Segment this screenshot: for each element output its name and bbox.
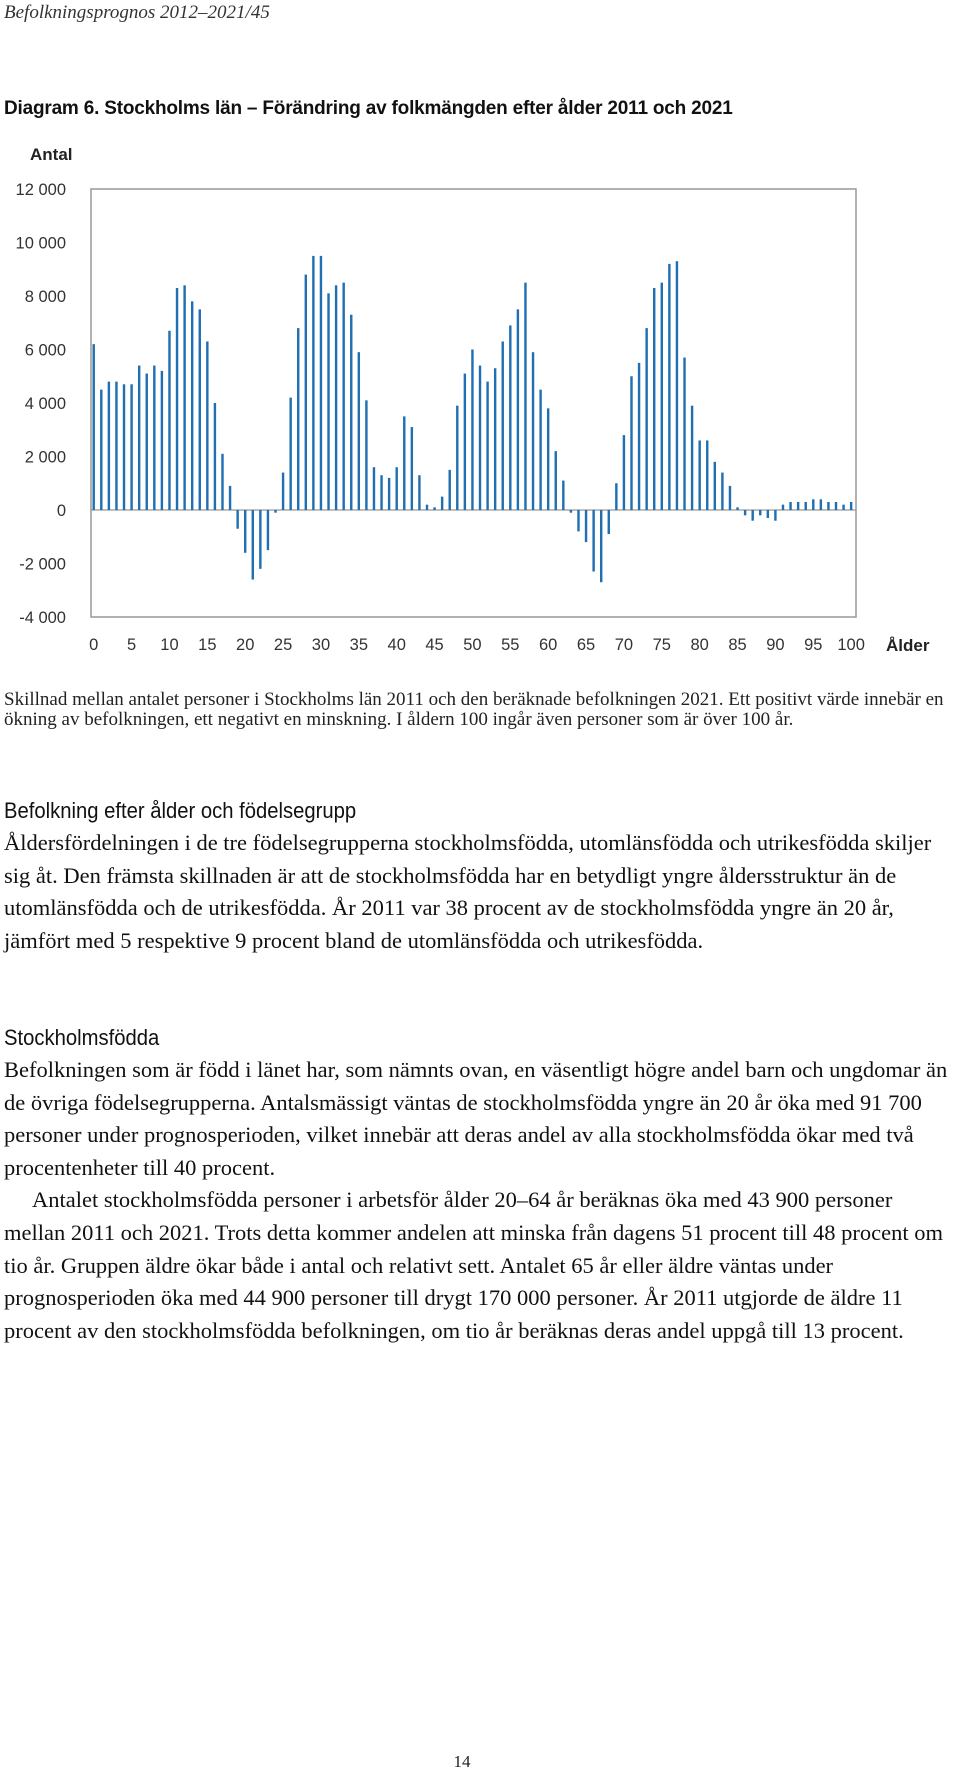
- figure-caption: Skillnad mellan antalet personer i Stockholms län 2011 och den beräknade befolkningen 2021. Ett positivt värde innebär en ökning av befolkningen, ett negativt en minskning. I åldern 100 ingår även personer som är över 100 år.: [4, 689, 944, 730]
- bar-age-75: [661, 283, 663, 510]
- bar-age-14: [199, 309, 201, 510]
- x-tick-label: 100: [837, 636, 865, 654]
- bar-age-85: [736, 507, 738, 510]
- bar-age-39: [388, 478, 390, 510]
- bar-age-87: [751, 510, 753, 521]
- bar-age-84: [729, 486, 731, 510]
- bar-age-34: [350, 315, 352, 510]
- bar-age-68: [608, 510, 610, 534]
- bar-age-0: [93, 344, 95, 510]
- bar-age-63: [570, 510, 572, 513]
- bar-age-19: [236, 510, 238, 529]
- population-change-chart: [0, 130, 960, 670]
- y-tick-label: 4 000: [24, 395, 66, 413]
- x-tick-label: 65: [576, 636, 596, 654]
- bar-age-62: [562, 481, 564, 510]
- bar-age-99: [842, 505, 844, 510]
- bar-age-88: [759, 510, 761, 515]
- bar-age-81: [706, 440, 708, 510]
- bar-age-54: [502, 341, 504, 510]
- bar-age-93: [797, 502, 799, 510]
- x-tick-label: 75: [652, 636, 671, 654]
- x-tick-label: 40: [387, 636, 406, 654]
- bar-age-77: [676, 261, 678, 510]
- bar-age-37: [373, 467, 375, 510]
- bar-age-31: [327, 293, 329, 510]
- bar-age-42: [411, 427, 413, 510]
- bar-age-97: [827, 502, 829, 510]
- bar-age-4: [123, 384, 125, 510]
- bar-age-32: [335, 285, 337, 510]
- bar-age-13: [191, 301, 193, 510]
- y-tick-label: 8 000: [24, 288, 66, 306]
- bar-age-27: [297, 328, 299, 510]
- x-tick-label: 15: [198, 636, 217, 654]
- y-tick-label: 0: [56, 502, 66, 520]
- bar-age-30: [320, 256, 322, 510]
- paragraph: Befolkningen som är född i länet har, som nämnts ovan, en väsentligt högre andel barn och ungdomar än de övriga födelsegrupperna. Antalsmässigt väntas de stockholmsfödda yngre än 20 år öka med 91 700 personer under prognosperioden, vilket innebär att deras andel av alla stockholmsfödda ökar med två procentenheter till 40 procent.: [4, 1057, 948, 1180]
- bar-age-74: [653, 288, 655, 510]
- bar-age-67: [600, 510, 602, 582]
- bar-age-96: [820, 499, 822, 510]
- bar-age-53: [494, 368, 496, 510]
- running-header: Befolkningsprognos 2012–2021/45: [4, 2, 270, 23]
- bar-age-23: [267, 510, 269, 550]
- x-tick-label: 85: [728, 636, 747, 654]
- bar-age-94: [805, 502, 807, 510]
- bar-age-86: [744, 510, 746, 515]
- bar-age-73: [645, 328, 647, 510]
- bar-age-44: [426, 505, 428, 510]
- bar-age-59: [539, 390, 541, 510]
- bar-age-5: [130, 384, 132, 510]
- bar-age-15: [206, 341, 208, 510]
- section-body-age-birth-group: [4, 827, 954, 957]
- section-heading-stockholm-born: Stockholmsfödda: [4, 1025, 160, 1050]
- page-number: 14: [453, 1752, 471, 1771]
- bar-age-28: [305, 275, 307, 510]
- bar-age-41: [403, 416, 405, 510]
- bar-age-29: [312, 256, 314, 510]
- bar-age-50: [471, 350, 473, 511]
- x-tick-label: 70: [614, 636, 634, 654]
- bar-age-18: [229, 486, 231, 510]
- bar-age-80: [698, 440, 700, 510]
- x-tick-label: 80: [690, 636, 709, 654]
- bar-age-43: [418, 475, 420, 510]
- bar-age-78: [683, 358, 685, 510]
- paragraph: Åldersfördelningen i de tre födelsegrupperna stockholmsfödda, utomlänsfödda och utrikesfödda skiljer sig åt. Den främsta skillnaden är att de stockholmsfödda har en betydligt yngre åldersstruktur än de utomlänsfödda och de utrikesfödda. År 2011 var 38 procent av de stockholmsfödda yngre än 20 år, jämfört med 5 respektive 9 procent bland de utomlänsfödda och utrikesfödda.: [4, 830, 932, 953]
- bar-age-17: [221, 454, 223, 510]
- x-tick-label: 5: [127, 636, 137, 654]
- bar-age-46: [441, 497, 443, 510]
- x-tick-label: 0: [89, 636, 99, 654]
- bar-age-57: [524, 283, 526, 510]
- y-tick-label: 2 000: [24, 448, 66, 467]
- bar-age-25: [282, 473, 284, 510]
- bar-age-49: [464, 374, 466, 510]
- bar-age-69: [615, 483, 617, 510]
- bar-age-60: [547, 408, 549, 510]
- x-tick-label: 55: [501, 636, 520, 654]
- paragraph: Antalet stockholmsfödda personer i arbetsför ålder 20–64 år beräknas öka med 43 900 personer mellan 2011 och 2021. Trots detta kommer andelen att minska från dagens 51 procent till 48 procent om tio år. Gruppen äldre ökar både i antal och relativt sett. Antalet 65 år eller äldre väntas under prognosperioden öka med 44 900 personer till drygt 170 000 personer. År 2011 utgjorde de äldre 11 procent av den stockholmsfödda befolkningen, om tio år beräknas deras andel uppgå till 13 procent.: [4, 1187, 943, 1343]
- x-tick-label: 35: [349, 636, 369, 654]
- bar-age-38: [380, 475, 382, 510]
- bar-age-58: [532, 352, 534, 510]
- bar-age-65: [585, 510, 587, 542]
- bar-age-72: [638, 363, 640, 510]
- y-tick-label: 12 000: [15, 181, 66, 199]
- bar-age-100: [850, 502, 852, 510]
- x-tick-label: 20: [236, 636, 255, 654]
- bar-age-3: [115, 382, 117, 510]
- bar-age-51: [479, 366, 481, 510]
- section-heading-age-birth-group: Befolkning efter ålder och födelsegrupp: [4, 798, 357, 823]
- bar-age-90: [774, 510, 776, 521]
- bar-age-70: [623, 435, 625, 510]
- x-tick-label: 60: [539, 636, 558, 654]
- bar-age-36: [365, 400, 367, 510]
- bar-age-45: [433, 507, 435, 510]
- bar-age-10: [168, 331, 170, 510]
- y-tick-label: -4 000: [19, 609, 66, 627]
- bar-age-20: [244, 510, 246, 553]
- bar-age-21: [252, 510, 254, 580]
- bar-age-71: [630, 376, 632, 510]
- bar-age-48: [456, 406, 458, 510]
- bar-age-83: [721, 473, 723, 510]
- bar-age-56: [517, 309, 519, 510]
- bar-age-82: [714, 462, 716, 510]
- diagram-title: Diagram 6. Stockholms län – Förändring av folkmängden efter ålder 2011 och 2021: [4, 98, 733, 119]
- bar-age-95: [812, 499, 814, 510]
- bar-age-9: [161, 371, 163, 510]
- y-tick-label: 10 000: [15, 234, 66, 253]
- bar-age-76: [668, 264, 670, 510]
- bar-age-35: [358, 352, 360, 510]
- bar-age-55: [509, 325, 511, 510]
- bar-age-2: [108, 382, 110, 510]
- bar-age-79: [691, 406, 693, 510]
- bar-age-92: [789, 502, 791, 510]
- bar-age-11: [176, 288, 178, 510]
- bar-age-52: [486, 382, 488, 510]
- x-tick-label: 50: [463, 636, 482, 654]
- x-tick-label: 90: [766, 636, 785, 654]
- bar-age-24: [274, 510, 276, 513]
- x-axis-title: Ålder: [886, 636, 930, 655]
- bar-age-16: [214, 403, 216, 510]
- bar-age-40: [395, 467, 397, 510]
- bar-age-22: [259, 510, 261, 569]
- bar-age-6: [138, 366, 140, 510]
- bar-age-7: [146, 374, 148, 510]
- bar-age-33: [342, 283, 344, 510]
- bar-age-89: [767, 510, 769, 518]
- bar-age-66: [592, 510, 594, 572]
- bar-age-47: [449, 470, 451, 510]
- y-tick-label: 6 000: [24, 341, 66, 360]
- bar-age-61: [555, 451, 557, 510]
- x-tick-label: 45: [425, 636, 444, 654]
- x-tick-label: 10: [160, 636, 179, 654]
- y-axis-title: Antal: [30, 145, 73, 164]
- bar-age-8: [153, 366, 155, 510]
- bar-age-1: [100, 390, 102, 510]
- bar-age-12: [183, 285, 185, 510]
- section-body-stockholm-born: [4, 1054, 954, 1347]
- x-tick-label: 25: [273, 636, 293, 654]
- bar-age-91: [782, 505, 784, 510]
- bar-age-98: [835, 502, 837, 510]
- bar-age-26: [289, 398, 291, 510]
- x-tick-label: 30: [311, 636, 331, 654]
- y-tick-label: -2 000: [19, 555, 66, 574]
- bar-age-64: [577, 510, 579, 531]
- x-tick-label: 95: [804, 636, 823, 654]
